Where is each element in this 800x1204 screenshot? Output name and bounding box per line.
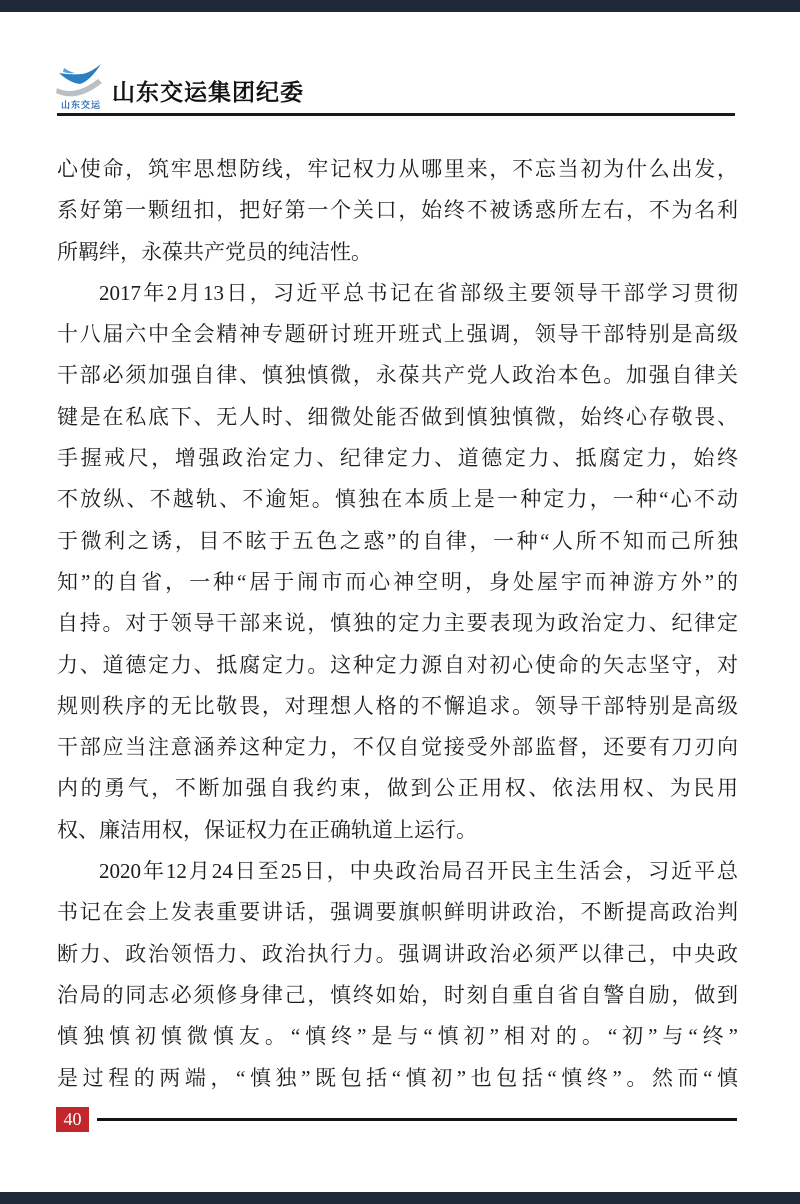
- text-line: 权、廉洁用权，保证权力在正确轨道上运行。: [57, 817, 477, 842]
- text-line: 内的勇气，不断加强自我约束，做到公正用权、依法用权、为民用: [57, 776, 738, 801]
- text-line: 所羁绊，永葆共产党员的纯洁性。: [57, 239, 372, 264]
- text-line: 2017年2月13日，习近平总书记在省部级主要领导干部学习贯彻: [99, 280, 738, 305]
- header-divider: [57, 113, 735, 116]
- text-line: 于微利之诱，目不眩于五色之惑”的自律，一种“人所不知而己所独: [57, 528, 738, 553]
- logo-caption: 山东交运: [60, 100, 101, 110]
- text-line: 干部应当注意涵养这种定力，不仅自觉接受外部监督，还要有刀刃向: [57, 735, 738, 760]
- article-body: [57, 149, 738, 1099]
- text-line: 十八届六中全会精神专题研讨班开班式上强调，领导干部特别是高级: [57, 322, 738, 347]
- text-line: 治局的同志必须修身律己，慎终如始，时刻自重自省自警自励，做到: [57, 982, 738, 1007]
- text-line: 知”的自省，一种“居于闹市而心神空明，身处屋宇而神游方外”的: [57, 569, 738, 594]
- top-border-bar: [0, 0, 800, 12]
- text-line: 断力、政治领悟力、政治执行力。强调讲政治必须严以律己，中央政: [57, 941, 738, 966]
- text-line: 不放纵、不越轨、不逾矩。慎独在本质上是一种定力，一种“心不动: [57, 487, 738, 512]
- text-line: 书记在会上发表重要讲话，强调要旗帜鲜明讲政治，不断提高政治判: [57, 900, 738, 925]
- text-line: 规则秩序的无比敬畏，对理想人格的不懈追求。领导干部特别是高级: [57, 693, 738, 718]
- page-title: 山东交运集团纪委: [112, 79, 304, 105]
- text-line: 心使命，筑牢思想防线，牢记权力从哪里来，不忘当初为什么出发，: [57, 157, 738, 181]
- text-line: 2020年12月24日至25日，中央政治局召开民主生活会，习近平总: [99, 859, 738, 884]
- bottom-border-bar: [0, 1192, 800, 1204]
- text-line: 自持。对于领导干部来说，慎独的定力主要表现为政治定力、纪律定: [57, 611, 738, 636]
- text-line: 手握戒尺，增强政治定力、纪律定力、道德定力、抵腐定力，始终: [57, 446, 738, 471]
- text-line: 力、道德定力、抵腐定力。这种定力源自对初心使命的矢志坚守，对: [57, 652, 738, 677]
- text-line: 慎独慎初慎微慎友。“慎终”是与“慎初”相对的。“初”与“终”: [57, 1024, 738, 1049]
- company-logo: [56, 62, 106, 108]
- footer-divider: [97, 1118, 737, 1121]
- text-line: 是过程的两端，“慎独”既包括“慎初”也包括“慎终”。然而“慎: [57, 1065, 738, 1090]
- page-number-badge: 40: [56, 1107, 89, 1132]
- text-line: 干部必须加强自律、慎独慎微，永葆共产党人政治本色。加强自律关: [57, 363, 738, 388]
- text-line: 键是在私底下、无人时、细微处能否做到慎独慎微，始终心存敬畏、: [57, 404, 738, 429]
- text-line: 系好第一颗纽扣，把好第一个关口，始终不被诱惑所左右，不为名利: [57, 198, 738, 223]
